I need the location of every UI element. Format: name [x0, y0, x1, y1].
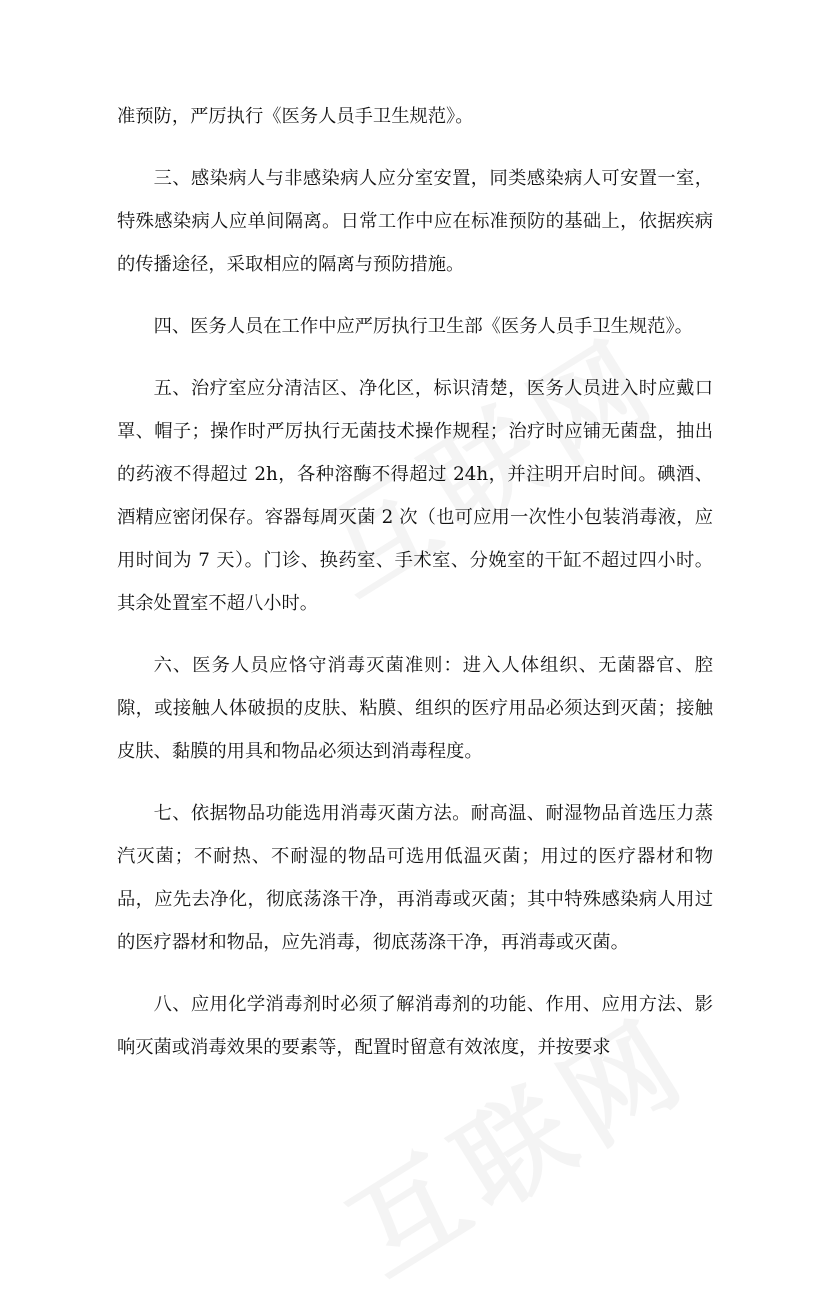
- paragraph-item-7: 七、依据物品功能选用消毒灭菌方法。耐高温、耐湿物品首选压力蒸汽灭菌；不耐热、不耐湿的物品可选用低温灭菌；用过的医疗器材和物品，应先去净化，彻底荡涤干净，再消毒或灭菌；其中特殊感染病人用过的医疗器材和物品，应先消毒，彻底荡涤干净，再消毒或灭菌。: [117, 803, 713, 953]
- paragraph-item-8: 八、应用化学消毒剂时必须了解消毒剂的功能、作用、应用方法、影响灭菌或消毒效果的要素等，配置时留意有效浓度，并按要求: [117, 994, 713, 1058]
- paragraph-item-6: 六、医务人员应恪守消毒灭菌准则：进入人体组织、无菌器官、腔隙，或接触人体破损的皮肤、粘膜、组织的医疗用品必须达到灭菌；接触皮肤、黏膜的用具和物品必须达到消毒程度。: [117, 655, 713, 762]
- paragraph-continuation: 准预防，严厉执行《医务人员手卫生规范》。: [117, 106, 474, 127]
- paragraph-item-3: 三、感染病人与非感染病人应分室安置，同类感染病人可安置一室，特殊感染病人应单间隔离。日常工作中应在标准预防的基础上，依据疾病的传播途径，采取相应的隔离与预防措施。: [117, 168, 713, 275]
- document-body: [117, 95, 713, 1088]
- paragraph-item-5: 五、治疗室应分清洁区、净化区，标识清楚，医务人员进入时应戴口罩、帽子；操作时严厉执行无菌技术操作规程；治疗时应铺无菌盘，抽出的药液不得超过 2h，各种溶酶不得超过 24h，并注明开启时间。碘酒、酒精应密闭保存。容器每周灭菌 2 次（也可应用一次性小包装消毒液，应用时间为 7 天）。门诊、换药室、手术室、分娩室的干缸不超过四小时。其余处置室不超八小时。: [117, 378, 713, 614]
- paragraph-item-4: 四、医务人员在工作中应严厉执行卫生部《医务人员手卫生规范》。: [153, 316, 693, 337]
